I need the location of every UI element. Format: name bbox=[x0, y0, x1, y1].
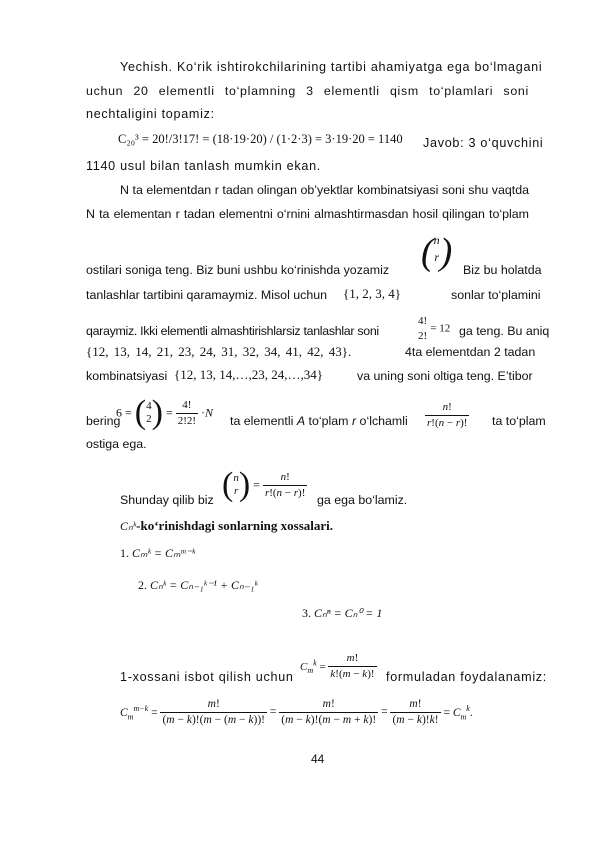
para2-line4a: tanlashlar tartibini qaramaymiz. Misol uchun bbox=[86, 288, 328, 302]
word: 3 bbox=[306, 84, 314, 98]
property-2: 2. Cₙᵏ = Cₙ₋₁ᵏ⁻¹ + Cₙ₋₁ᵏ bbox=[138, 578, 258, 592]
para2-line8e: ta to‘plam bbox=[492, 414, 546, 428]
para1-line5: 1140 usul bilan tanlash mumkin ekan. bbox=[86, 159, 321, 173]
para1-line1: Yechish. Ko‘rik ishtirokchilarining tartibi ahamiyatga ega bo‘lmagani bbox=[120, 60, 543, 74]
set-1234: {1, 2, 3, 4} bbox=[343, 286, 401, 301]
set-A: A bbox=[296, 414, 306, 428]
para2-line7a: kombinatsiyasi bbox=[86, 369, 168, 383]
word: soni bbox=[503, 84, 529, 98]
answer-text: Javob: 3 o‘quvchini bbox=[423, 136, 544, 150]
derivation: $C_m^{m-k}$ = $\frac{m!}{(m - k)!(m - (m - k))!}$ = $\frac{m!}{(m - k)!(m - m + k)!}$ = $\frac{m!}{(m - k)!k!}$ = $C_m^k$. bbox=[120, 698, 473, 726]
para2-line6b: 4ta elementdan 2 tadan bbox=[405, 345, 536, 359]
set-pairs: {12, 13, 14, 21, 23, 24, 31, 32, 34, 41, 42, 43}. bbox=[86, 344, 352, 359]
property-1: 1. Cₘᵏ = Cₘᵐ⁻ᵏ bbox=[120, 546, 196, 560]
word: uchun bbox=[86, 84, 124, 98]
page-number: 44 bbox=[311, 752, 325, 766]
para2-line7b: va uning soni oltiga teng. E’tibor bbox=[357, 369, 533, 383]
para1-line2 bbox=[86, 84, 529, 99]
property-3: 3. Cₙⁿ = Cₙ⁰ = 1 bbox=[302, 606, 383, 620]
para3-text-b: ga ega bo‘lamiz. bbox=[317, 493, 408, 507]
combination-definition: ( n r ) = $\frac{n!}{r!(n - r)!}$ bbox=[222, 466, 306, 503]
para3-text-a: Shunday qilib biz bbox=[120, 493, 214, 507]
para2-line8b: ta elementli A to‘plam r o‘lchamli bbox=[230, 414, 408, 428]
fraction-4-2: 4! 2! = 12 bbox=[418, 315, 451, 342]
binomial-equation: 6 = ( 4 2 ) = $\frac{4!}{2!2!}$ ·N bbox=[116, 394, 214, 431]
para2-line4b: sonlar to‘plamini bbox=[451, 288, 541, 302]
para2-line1: N ta elementdan r tadan olingan ob’yektlar kombinatsiyasi soni shu vaqtda bbox=[120, 183, 529, 197]
set-combinations: {12, 13, 14,…,23, 24,…,34} bbox=[174, 367, 323, 382]
count-formula: $\frac{n!}{r!(n - r)!}$ bbox=[427, 401, 468, 429]
combination-formula: C₂₀³ = 20!/3!17! = (18·19·20) / (1·2·3) = 3·19·20 = 1140 bbox=[118, 132, 403, 146]
word: to‘plamning bbox=[224, 84, 296, 98]
heading-symbol: Cₙᵏ bbox=[120, 519, 137, 533]
word: 20 bbox=[133, 84, 149, 98]
para2-line8a: bering bbox=[86, 414, 121, 428]
word: elementli bbox=[158, 84, 215, 98]
para2-line3a: ostilari soniga teng. Biz buni ushbu ko‘rinishda yozamiz bbox=[86, 263, 390, 277]
binomial-symbol: ( n r ) bbox=[421, 231, 453, 273]
para2-line5a: qaraymiz. Ikki elementli almashtirishlarsiz tanlashlar soni bbox=[86, 324, 379, 338]
heading-text: -ko‘rinishdagi sonlarning xossalari. bbox=[136, 518, 334, 533]
section-heading bbox=[120, 518, 333, 534]
proof-text-b: formuladan foydalanamiz: bbox=[386, 670, 548, 684]
word: to‘plamlari bbox=[429, 84, 494, 98]
para2-line3b: Biz bu holatda bbox=[463, 263, 542, 277]
proof-text-a: 1-xossani isbot qilish uchun bbox=[120, 670, 294, 684]
para2-line2: N ta elementan r tadan elementni o‘rnini almashtirmasdan hosil qilingan to‘plam bbox=[86, 207, 529, 221]
word: qism bbox=[389, 84, 419, 98]
combination-formula-mk: $C_m^k$ = $\frac{m!}{k!(m - k)!}$ bbox=[300, 652, 375, 680]
para1-line3: nechtaligini topamiz: bbox=[86, 107, 215, 121]
para2-line9: ostiga ega. bbox=[86, 437, 147, 451]
word: elementli bbox=[323, 84, 380, 98]
para2-line5b: ga teng. Bu aniq bbox=[459, 324, 550, 338]
size-r: r bbox=[351, 414, 357, 428]
